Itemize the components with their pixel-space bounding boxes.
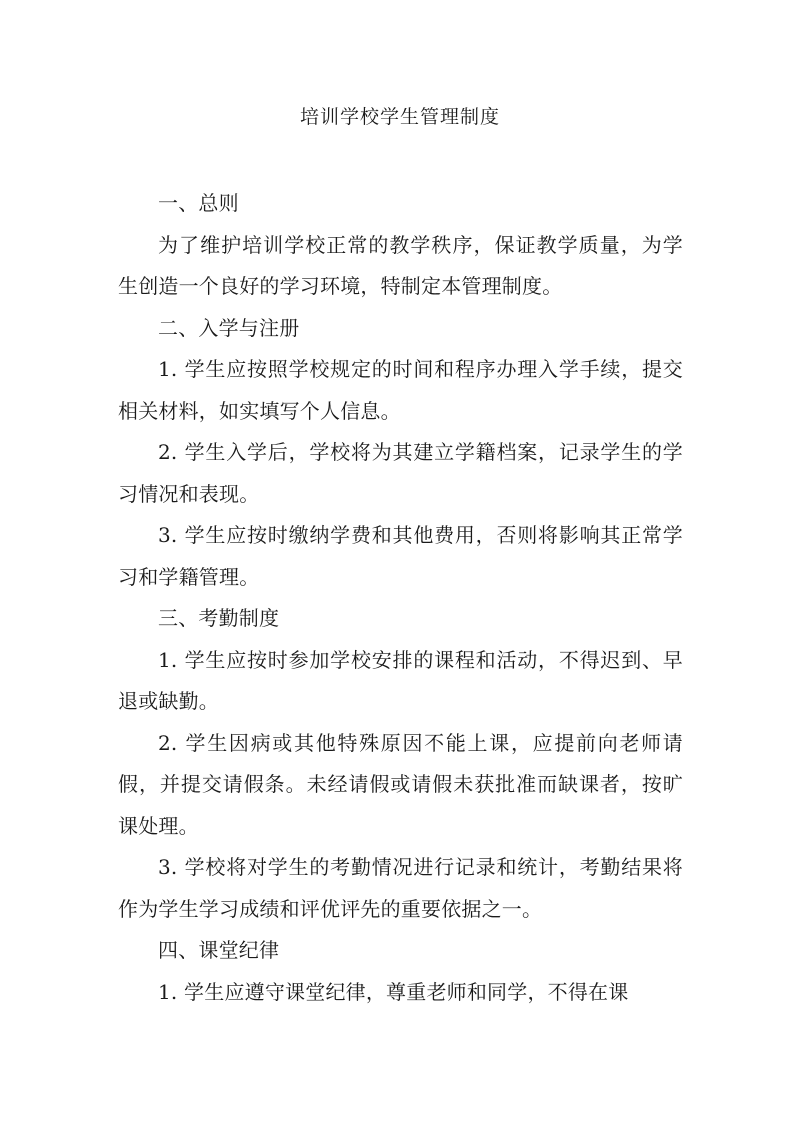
section-heading-classroom: 四、课堂纪律 [158,938,280,962]
attendance-item-3: 3. 学校将对学生的考勤情况进行记录和统计，考勤结果将作为学生学习成绩和评优评先的重要依据之一。 [118,855,683,921]
enrollment-item-2: 2. 学生入学后，学校将为其建立学籍档案，记录学生的学习情况和表现。 [118,440,683,506]
classroom-item-1: 1. 学生应遵守课堂纪律，尊重老师和同学，不得在课 [158,979,629,1004]
section-heading-attendance: 三、考勤制度 [158,606,280,630]
enrollment-item-3: 3. 学生应按时缴纳学费和其他费用，否则将影响其正常学习和学籍管理。 [118,523,683,589]
paragraph-purpose: 为了维护培训学校正常的教学秩序，保证教学质量，为学生创造一个良好的学习环境，特制定本管理制度。 [118,232,683,298]
document-title: 培训学校学生管理制度 [299,106,500,128]
enrollment-item-1: 1. 学生应按照学校规定的时间和程序办理入学手续，提交相关材料，如实填写个人信息。 [118,357,683,423]
section-heading-enrollment: 二、入学与注册 [158,315,300,340]
section-heading-general: 一、总则 [158,191,239,215]
attendance-item-1: 1. 学生应按时参加学校安排的课程和活动，不得迟到、早退或缺勤。 [118,647,683,713]
document-body [118,183,683,1013]
attendance-item-2: 2. 学生因病或其他特殊原因不能上课，应提前向老师请假，并提交请假条。未经请假或请假未获批准而缺课者，按旷课处理。 [118,730,683,838]
